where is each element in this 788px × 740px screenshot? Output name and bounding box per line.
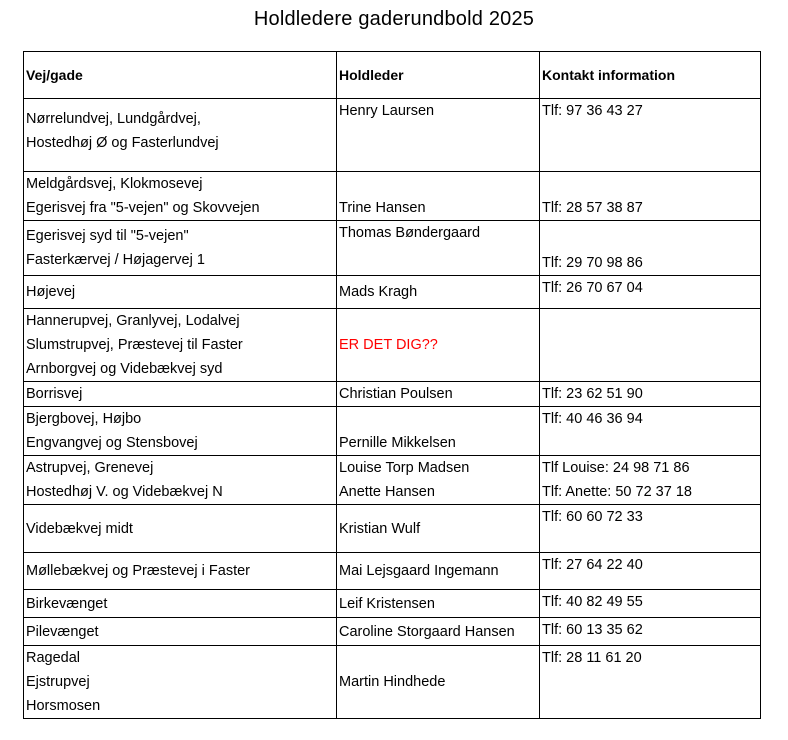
contact-cell (540, 172, 761, 221)
contact-cell (540, 382, 761, 407)
street-cell (24, 382, 337, 407)
street-cell (24, 553, 337, 590)
table-row (24, 309, 761, 382)
leader-text: Louise Torp Madsen (339, 460, 470, 476)
contact-text: Tlf: 28 11 61 20 (542, 650, 642, 666)
contact-text: Tlf: 97 36 43 27 (542, 103, 643, 119)
street-cell (24, 221, 337, 276)
street-text: Engvangvej og Stensbovej (26, 435, 198, 451)
contact-cell (540, 618, 761, 646)
contact-text: Tlf: 27 64 22 40 (542, 557, 643, 573)
contact-cell (540, 646, 761, 719)
contact-text: Tlf: 40 46 36 94 (542, 411, 643, 427)
leader-text: Trine Hansen (339, 200, 426, 216)
street-text: Møllebækvej og Præstevej i Faster (26, 563, 251, 579)
street-cell (24, 276, 337, 309)
street-cell (24, 309, 337, 382)
street-text: Ejstrupvej (26, 674, 90, 690)
street-text: Slumstrupvej, Præstevej til Faster (26, 337, 243, 353)
header-street: Vej/gade (24, 52, 337, 99)
contact-text: Tlf: 40 82 49 55 (542, 594, 643, 610)
page-title: Holdledere gaderundbold 2025 (253, 8, 535, 30)
street-text: Nørrelundvej, Lundgårdvej, (26, 111, 201, 127)
leader-cell (337, 553, 540, 590)
leader-text: Thomas Bøndergaard (339, 225, 481, 241)
street-text: Egerisvej syd til "5-vejen" (26, 228, 189, 244)
contact-cell (540, 221, 761, 276)
street-text: Meldgårdsvej, Klokmosevej (26, 176, 203, 192)
leader-text: Anette Hansen (339, 484, 435, 500)
street-text: Videbækvej midt (26, 520, 133, 537)
leader-text: Mads Kragh (339, 284, 418, 300)
contact-cell (540, 553, 761, 590)
street-text: Pilevænget (26, 623, 99, 640)
contact-text: Tlf Louise: 24 98 71 86 (542, 460, 690, 476)
leader-cell (337, 99, 540, 172)
contact-text: Tlf: 26 70 67 04 (542, 280, 643, 296)
table-row (24, 553, 761, 590)
contact-cell (540, 456, 761, 505)
street-cell (24, 618, 337, 646)
table-row (24, 407, 761, 456)
table-row (24, 618, 761, 646)
street-cell (24, 590, 337, 618)
leader-text: Martin Hindhede (339, 674, 446, 690)
contact-text: Tlf: 60 13 35 62 (542, 622, 643, 638)
street-text: Højevej (26, 284, 76, 300)
leader-text: Leif Kristensen (339, 595, 435, 612)
table-row (24, 382, 761, 407)
contact-text: Tlf: 28 57 38 87 (542, 200, 643, 216)
contact-cell (540, 276, 761, 309)
street-text: Hostedhøj Ø og Fasterlundvej (26, 135, 219, 151)
leader-text: Pernille Mikkelsen (339, 435, 456, 451)
contact-text: Tlf: 60 60 72 33 (542, 509, 643, 525)
street-cell (24, 172, 337, 221)
leader-text: Mai Lejsgaard Ingemann (339, 563, 499, 579)
contact-cell (540, 407, 761, 456)
street-text: Borrisvej (26, 386, 83, 402)
contact-text: Tlf: Anette: 50 72 37 18 (542, 484, 692, 500)
leader-cell (337, 172, 540, 221)
street-text: Ragedal (26, 650, 81, 666)
table-row (24, 646, 761, 719)
street-text: Horsmosen (26, 698, 101, 714)
leader-cell (337, 646, 540, 719)
table-row (24, 590, 761, 618)
street-text: Arnborgvej og Videbækvej syd (26, 361, 223, 377)
street-text: Fasterkærvej / Højagervej 1 (26, 252, 205, 268)
table-row (24, 505, 761, 553)
team-leaders-table (23, 51, 761, 719)
leader-text: Henry Laursen (339, 103, 435, 119)
vacancy-notice: ER DET DIG?? (339, 337, 438, 353)
table-row (24, 221, 761, 276)
leader-cell (337, 309, 540, 382)
table-row (24, 99, 761, 172)
leader-cell (337, 221, 540, 276)
leader-cell (337, 276, 540, 309)
street-text: Egerisvej fra "5-vejen" og Skovvejen (26, 200, 260, 216)
header-contact: Kontakt information (540, 52, 761, 99)
leader-cell (337, 382, 540, 407)
contact-cell (540, 590, 761, 618)
leader-text: Caroline Storgaard Hansen (339, 623, 515, 640)
contact-cell (540, 99, 761, 172)
leader-cell (337, 456, 540, 505)
contact-text: Tlf: 29 70 98 86 (542, 255, 643, 271)
street-cell (24, 505, 337, 553)
table-header-row (24, 52, 761, 99)
leader-text: Kristian Wulf (339, 520, 421, 537)
contact-text: Tlf: 23 62 51 90 (542, 386, 643, 402)
leader-cell (337, 618, 540, 646)
street-cell (24, 456, 337, 505)
street-text: Hostedhøj V. og Videbækvej N (26, 484, 223, 500)
contact-cell (540, 309, 761, 382)
street-text: Hannerupvej, Granlyvej, Lodalvej (26, 313, 240, 329)
street-text: Birkevænget (26, 595, 108, 612)
table-row (24, 172, 761, 221)
street-text: Bjergbovej, Højbo (26, 411, 142, 427)
leader-cell (337, 407, 540, 456)
table-row (24, 456, 761, 505)
leader-cell (337, 505, 540, 553)
contact-cell (540, 505, 761, 553)
header-leader: Holdleder (337, 52, 540, 99)
street-cell (24, 646, 337, 719)
street-cell (24, 407, 337, 456)
table-row (24, 276, 761, 309)
leader-cell (337, 590, 540, 618)
street-text: Astrupvej, Grenevej (26, 460, 154, 476)
street-cell (24, 99, 337, 172)
leader-text: Christian Poulsen (339, 386, 453, 402)
